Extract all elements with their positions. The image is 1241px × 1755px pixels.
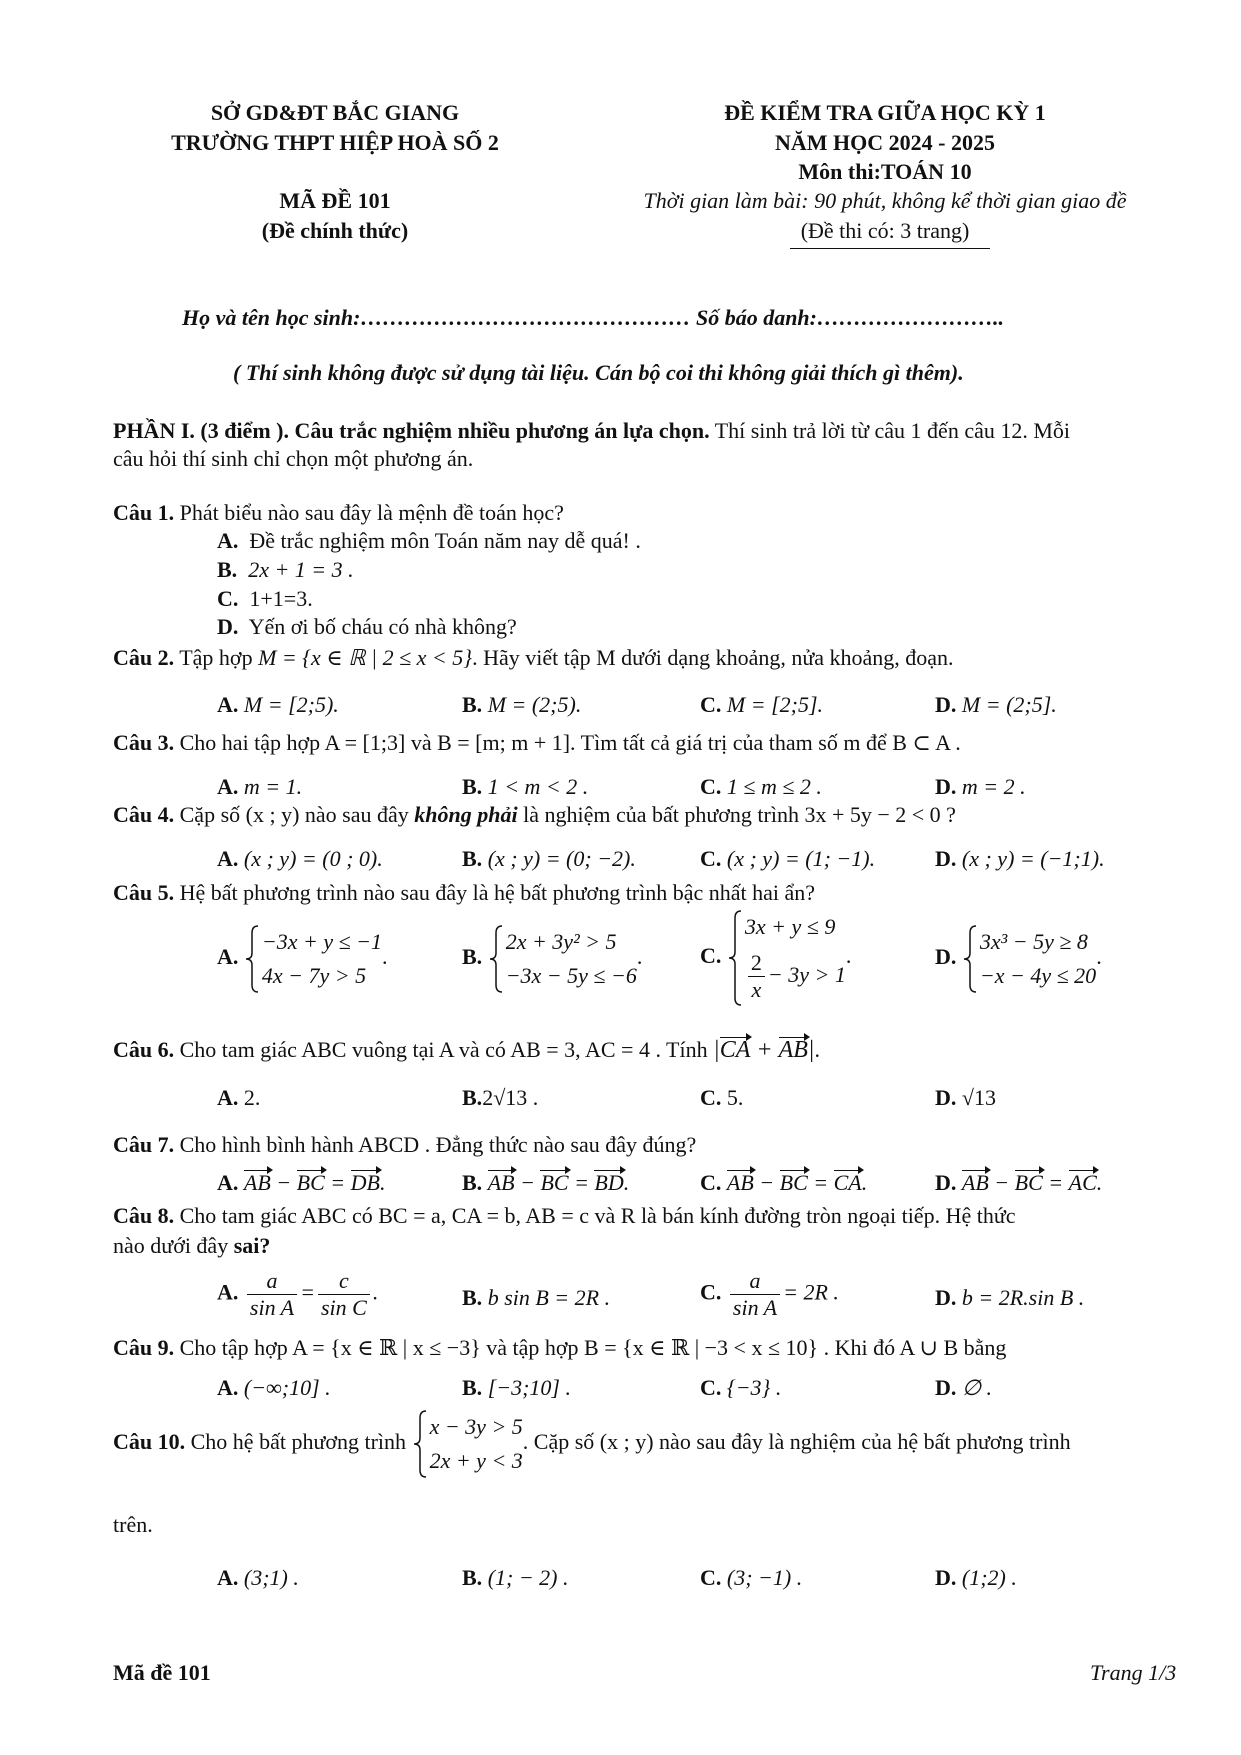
question-text: Cho tam giác ABC có BC = a, CA = b, AB = c và R là bán kính đường tròn ngoại tiếp. Hệ thức bbox=[174, 1203, 1016, 1228]
part1-heading bbox=[113, 418, 1070, 444]
fraction: $\frac{a}{\text{sin A}}$ bbox=[247, 1268, 297, 1321]
question-text: Cho hình bình hành ABCD . Đẳng thức nào sau đây đúng? bbox=[174, 1132, 697, 1157]
question-1 bbox=[113, 498, 564, 528]
option-text: (x ; y) = (0; −2). bbox=[487, 846, 636, 871]
q9-option-a bbox=[217, 1373, 331, 1403]
q1-option-b bbox=[217, 555, 354, 585]
option-text: (1;2) . bbox=[961, 1565, 1017, 1590]
question-text: . Hãy viết tập M dưới dạng khoảng, nửa khoảng, đoạn. bbox=[472, 645, 954, 670]
option-label: C. bbox=[700, 1085, 722, 1110]
q5-option-b: B. 2x + 3y² > 5 −3x − 5y ≤ −6 . bbox=[462, 925, 642, 993]
option-text: m = 2 . bbox=[961, 774, 1026, 799]
option-label: D. bbox=[935, 846, 957, 871]
option-text: (x ; y) = (−1;1). bbox=[961, 846, 1105, 871]
option-text: 1+1=3. bbox=[249, 586, 313, 611]
option-text: b = 2R.sin B . bbox=[961, 1285, 1085, 1310]
option-text: {−3} . bbox=[726, 1375, 782, 1400]
q3-option-a bbox=[217, 772, 302, 802]
q8-option-a: A. $\frac{a}{\text{sin A}}$ = $\frac{c}{\text{sin C}}$ . bbox=[217, 1268, 379, 1320]
option-text: 2. bbox=[243, 1085, 261, 1110]
inequality-row: 3x + y ≤ 9 bbox=[744, 914, 836, 939]
option-text: [−3;10] . bbox=[487, 1375, 571, 1400]
option-label: A. bbox=[217, 1085, 239, 1110]
inequality-row: −3x − 5y ≤ −6 bbox=[505, 963, 637, 988]
option-text: (1; − 2) . bbox=[487, 1565, 569, 1590]
inequality-row: −3x + y ≤ −1 bbox=[261, 929, 383, 954]
option-label: D. bbox=[217, 614, 239, 639]
fraction: $\frac{a}{\text{sin A}}$ bbox=[730, 1268, 780, 1321]
option-text: b sin B = 2R . bbox=[487, 1285, 611, 1310]
question-number: Câu 8. bbox=[113, 1203, 175, 1228]
brace-icon bbox=[244, 925, 260, 993]
q8-option-b bbox=[462, 1283, 610, 1313]
option-label: C. bbox=[700, 692, 722, 717]
question-9 bbox=[113, 1333, 1006, 1363]
question-6: Câu 6. Cho tam giác ABC vuông tại A và có AB = 3, AC = 4 . Tính |CA + AB|. bbox=[113, 1037, 821, 1063]
option-label: D. bbox=[935, 1375, 957, 1400]
option-text: Đề trắc nghiệm môn Toán năm nay dễ quá! . bbox=[249, 528, 641, 553]
q10-option-b bbox=[462, 1563, 569, 1593]
q9-option-b bbox=[462, 1373, 571, 1403]
option-label: B. bbox=[462, 1375, 483, 1400]
q10-option-a bbox=[217, 1563, 299, 1593]
q10-option-d bbox=[935, 1563, 1017, 1593]
option-label: B. bbox=[462, 1170, 483, 1195]
inequality-row: 3x³ − 5y ≥ 8 bbox=[979, 929, 1088, 954]
q1-option-d bbox=[217, 612, 517, 642]
option-text: M = [2;5). bbox=[243, 692, 339, 717]
option-label: B. bbox=[217, 557, 238, 582]
question-3 bbox=[113, 728, 961, 758]
option-text: m = 1. bbox=[243, 774, 303, 799]
question-10-tail: trên. bbox=[113, 1512, 153, 1537]
footer-exam-code: Mã đề 101 bbox=[113, 1660, 211, 1685]
exam-title: ĐỀ KIỂM TRA GIỮA HỌC KỲ 1 bbox=[724, 100, 1046, 125]
option-text: Yến ơi bố cháu có nhà không? bbox=[248, 614, 517, 639]
option-label: B. bbox=[462, 944, 483, 970]
option-label: D. bbox=[935, 692, 957, 717]
q7-option-d: D. AB − BC = AC. bbox=[935, 1170, 1103, 1195]
question-text: Cho hai tập hợp A = [1;3] và B = [m; m + 1]. Tìm tất cả giá trị của tham số m để B ⊂ A . bbox=[174, 730, 961, 755]
time-limit: Thời gian làm bài: 90 phút, không kể thời gian giao đề bbox=[643, 188, 1127, 213]
page-count: (Đề thi có: 3 trang) bbox=[800, 218, 970, 243]
part1-instruction-2: câu hỏi thí sinh chỉ chọn một phương án. bbox=[113, 446, 474, 471]
q9-option-d bbox=[935, 1373, 992, 1403]
option-text: 2x + 1 = 3 . bbox=[248, 557, 354, 582]
emphasis-text: không phải bbox=[414, 802, 518, 827]
question-number: Câu 4. bbox=[113, 802, 175, 827]
option-label: C. bbox=[700, 1565, 722, 1590]
brace-icon bbox=[962, 925, 978, 993]
brace-icon bbox=[412, 1410, 428, 1478]
question-text: Cho hệ bất phương trình bbox=[185, 1429, 412, 1455]
q1-option-a bbox=[217, 526, 641, 556]
q4-option-a bbox=[217, 844, 383, 874]
option-label: D. bbox=[935, 944, 957, 970]
option-label: D. bbox=[935, 1170, 957, 1195]
option-label: A. bbox=[217, 528, 239, 553]
system-of-inequalities bbox=[244, 925, 382, 993]
option-text: (x ; y) = (1; −1). bbox=[726, 846, 876, 871]
question-number: Câu 3. bbox=[113, 730, 175, 755]
option-label: A. bbox=[217, 692, 239, 717]
option-text: √13 bbox=[961, 1085, 996, 1110]
option-text: 5. bbox=[726, 1085, 744, 1110]
option-text: (3; −1) . bbox=[726, 1565, 803, 1590]
set-notation: M = {x ∈ ℝ | 2 ≤ x < 5} bbox=[258, 645, 473, 670]
question-2 bbox=[113, 643, 954, 673]
inequality-row: x − 3y > 5 bbox=[429, 1414, 523, 1439]
option-label: D. bbox=[935, 774, 957, 799]
q3-option-b bbox=[462, 772, 588, 802]
question-text: nào dưới đây bbox=[113, 1233, 234, 1258]
option-label: D. bbox=[935, 1565, 957, 1590]
q10-option-c bbox=[700, 1563, 802, 1593]
q4-option-c bbox=[700, 844, 875, 874]
question-text: Cặp số (x ; y) nào sau đây bbox=[174, 802, 415, 827]
brace-icon bbox=[488, 925, 504, 993]
q6-option-b bbox=[462, 1083, 538, 1113]
brace-icon bbox=[727, 910, 743, 1006]
option-text: 1 ≤ m ≤ 2 . bbox=[726, 774, 822, 799]
option-text: 2√13 . bbox=[482, 1085, 539, 1110]
q6-option-c bbox=[700, 1083, 743, 1113]
q1-option-c bbox=[217, 584, 313, 614]
option-label: C. bbox=[700, 774, 722, 799]
question-10 bbox=[113, 1410, 1071, 1478]
fraction: $\frac{2}{x}$ bbox=[748, 950, 765, 1003]
option-label: C. bbox=[700, 846, 722, 871]
footer-page-number: Trang 1/3 bbox=[1090, 1660, 1177, 1685]
emphasis-text: sai? bbox=[233, 1233, 271, 1258]
q8-option-d bbox=[935, 1283, 1084, 1313]
exam-note: ( Thí sinh không được sử dụng tài liệu. Cán bộ coi thi không giải thích gì thêm). bbox=[233, 360, 964, 385]
question-7 bbox=[113, 1130, 696, 1160]
q4-option-d bbox=[935, 844, 1105, 874]
option-label: A. bbox=[217, 1170, 239, 1195]
inequality-row: 2x + y < 3 bbox=[429, 1448, 523, 1473]
option-text: 1 < m < 2 . bbox=[487, 774, 589, 799]
option-text: (3;1) . bbox=[243, 1565, 299, 1590]
q2-option-d bbox=[935, 690, 1057, 720]
option-label: B. bbox=[462, 774, 483, 799]
option-label: C. bbox=[700, 1170, 722, 1195]
q3-option-d bbox=[935, 772, 1026, 802]
option-label: A. bbox=[217, 774, 239, 799]
option-label: A. bbox=[217, 1279, 239, 1305]
question-text: Hệ bất phương trình nào sau đây là hệ bất phương trình bậc nhất hai ẩn? bbox=[174, 880, 816, 905]
inequality-row: −x − 4y ≤ 20 bbox=[979, 963, 1097, 988]
option-text: M = (2;5]. bbox=[961, 692, 1057, 717]
q7-option-b: B. AB − BC = BD. bbox=[462, 1170, 630, 1195]
system-of-inequalities bbox=[488, 925, 637, 993]
inequality-row: 4x − 7y > 5 bbox=[261, 963, 367, 988]
system-of-inequalities bbox=[962, 925, 1096, 993]
option-label: A. bbox=[217, 944, 239, 970]
option-text: (−∞;10] . bbox=[243, 1375, 331, 1400]
part1-title: PHẦN I. (3 điểm ). Câu trắc nghiệm nhiều phương án lựa chọn. bbox=[113, 418, 710, 443]
school-name: TRƯỜNG THPT HIỆP HOÀ SỐ 2 bbox=[171, 130, 499, 155]
option-label: B. bbox=[462, 692, 483, 717]
q7-option-a: A. AB − BC = DB. bbox=[217, 1170, 386, 1195]
option-text: (x ; y) = (0 ; 0). bbox=[243, 846, 383, 871]
option-label: C. bbox=[700, 1375, 722, 1400]
question-number: Câu 10. bbox=[113, 1429, 186, 1455]
question-number: Câu 7. bbox=[113, 1132, 175, 1157]
inequality-row: 2x + 3y² > 5 bbox=[505, 929, 617, 954]
part1-instruction: Thí sinh trả lời từ câu 1 đến câu 12. Mỗi bbox=[709, 418, 1071, 443]
option-label: A. bbox=[217, 1375, 239, 1400]
q2-option-b bbox=[462, 690, 581, 720]
question-number: Câu 2. bbox=[113, 645, 175, 670]
option-label: A. bbox=[217, 1565, 239, 1590]
question-text: Cho tam giác ABC vuông tại A và có AB = 3, AC = 4 . Tính bbox=[174, 1037, 714, 1062]
option-label: B. bbox=[462, 1285, 483, 1310]
question-number: Câu 9. bbox=[113, 1335, 175, 1360]
official-label: (Đề chính thức) bbox=[261, 218, 409, 243]
subject: Môn thi:TOÁN 10 bbox=[798, 159, 972, 184]
q4-option-b bbox=[462, 844, 636, 874]
q6-option-d bbox=[935, 1083, 996, 1113]
option-label: B. bbox=[462, 846, 483, 871]
question-text: là nghiệm của bất phương trình 3x + 5y − 2 < 0 ? bbox=[517, 802, 956, 827]
question-4 bbox=[113, 800, 956, 830]
q2-option-a bbox=[217, 690, 339, 720]
school-department: SỞ GD&ĐT BẮC GIANG bbox=[210, 100, 460, 125]
option-text: ∅ . bbox=[961, 1375, 993, 1400]
q5-option-d: D. 3x³ − 5y ≥ 8 −x − 4y ≤ 20 . bbox=[935, 925, 1102, 993]
q7-option-c: C. AB − BC = CA. bbox=[700, 1170, 868, 1195]
option-label: C. bbox=[700, 943, 722, 969]
q5-option-a: A. −3x + y ≤ −1 4x − 7y > 5 . bbox=[217, 925, 388, 993]
q3-option-c bbox=[700, 772, 822, 802]
option-label: B. bbox=[462, 1085, 483, 1110]
q6-option-a bbox=[217, 1083, 260, 1113]
question-text: . Cặp số (x ; y) nào sau đây là nghiệm của hệ bất phương trình bbox=[522, 1429, 1071, 1455]
question-number: Câu 5. bbox=[113, 880, 175, 905]
divider bbox=[790, 248, 990, 249]
question-number: Câu 1. bbox=[113, 500, 175, 525]
option-label: B. bbox=[462, 1565, 483, 1590]
question-text: Phát biểu nào sau đây là mệnh đề toán học? bbox=[174, 500, 564, 525]
exam-code: MÃ ĐỀ 101 bbox=[279, 188, 391, 213]
fraction: $\frac{c}{\text{sin C}}$ bbox=[318, 1268, 370, 1321]
option-text: M = [2;5]. bbox=[726, 692, 824, 717]
option-label: C. bbox=[700, 1279, 722, 1305]
q8-option-c: C. $\frac{a}{\text{sin A}}$ = 2R . bbox=[700, 1268, 839, 1320]
school-year: NĂM HỌC 2024 - 2025 bbox=[775, 130, 995, 155]
student-info-line: Họ và tên học sinh:……………………………………… Số báo danh:…………………….. bbox=[182, 305, 1004, 330]
question-8 bbox=[113, 1201, 1016, 1231]
option-label: D. bbox=[935, 1285, 957, 1310]
question-text: Cho tập hợp A = {x ∈ ℝ | x ≤ −3} và tập hợp B = {x ∈ ℝ | −3 < x ≤ 10} . Khi đó A ∪ B bằng bbox=[174, 1335, 1007, 1360]
option-text: M = (2;5). bbox=[487, 692, 582, 717]
option-label: D. bbox=[935, 1085, 957, 1110]
inequality-row: − 3y > 1 bbox=[767, 962, 846, 987]
system-of-inequalities bbox=[727, 910, 846, 1006]
q2-option-c bbox=[700, 690, 823, 720]
question-5 bbox=[113, 878, 815, 908]
q9-option-c bbox=[700, 1373, 781, 1403]
option-label: C. bbox=[217, 586, 239, 611]
q5-option-c: C. 3x + y ≤ 9 $\frac{2}{x}$ − 3y > 1 . bbox=[700, 910, 851, 1006]
question-8-continued bbox=[113, 1231, 270, 1261]
system-of-inequalities bbox=[412, 1410, 523, 1478]
question-text: Tập hợp bbox=[174, 645, 259, 670]
option-label: A. bbox=[217, 846, 239, 871]
question-number: Câu 6. bbox=[113, 1037, 175, 1062]
